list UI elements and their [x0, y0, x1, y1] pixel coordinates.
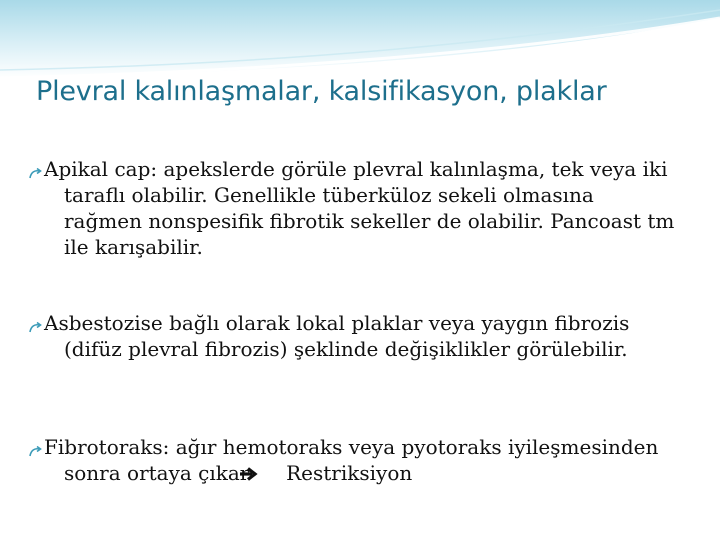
curved-arrow-bullet-icon: [28, 315, 42, 329]
bullet-text: [44, 434, 678, 486]
bullet-item: [28, 156, 678, 260]
bullet-text-before: Fibrotoraks: ağır hemotoraks veya pyotoraks iyileşmesinden sonra ortaya çıkar: [44, 435, 659, 485]
bullet-item: [28, 310, 678, 362]
bullet-text: Asbestozise bağlı olarak lokal plaklar veya yaygın fibrozis (difüz plevral fibrozis) şeklinde değişiklikler görülebilir.: [44, 311, 630, 361]
bullet-text-after: Restriksiyon: [286, 461, 413, 485]
slide-title: Plevral kalınlaşmalar, kalsifikasyon, plaklar: [36, 76, 607, 107]
curved-arrow-bullet-icon: [28, 439, 42, 453]
bullet-text: Apikal cap: apekslerde görüle plevral kalınlaşma, tek veya iki taraflı olabilir. Genellikle tüberküloz sekeli olmasına rağmen nonspesifik fibrotik sekeller de olabilir. Pancoast tm ile karışabilir.: [44, 157, 675, 259]
curved-arrow-bullet-icon: [28, 161, 42, 175]
bullet-item: [28, 434, 678, 486]
right-arrow-icon: [258, 462, 278, 478]
